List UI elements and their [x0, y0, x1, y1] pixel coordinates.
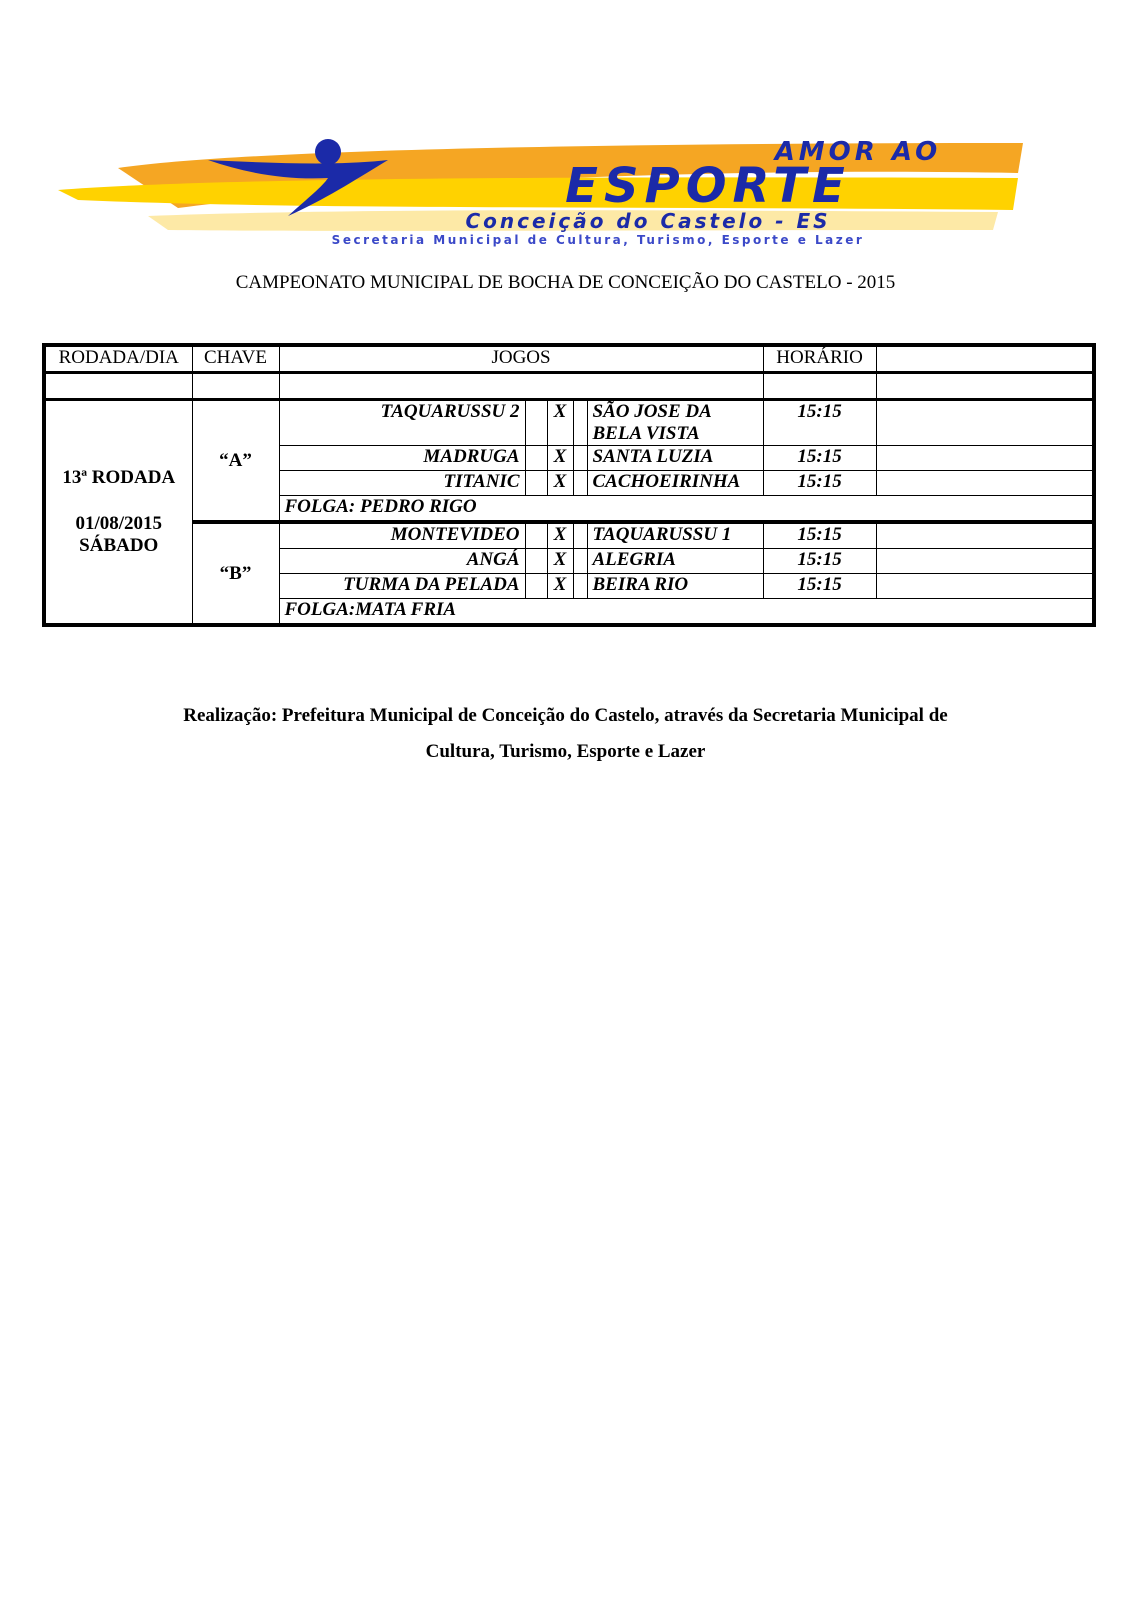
- home-team: TURMA DA PELADA: [279, 574, 525, 599]
- credits-line2: Cultura, Turismo, Esporte e Lazer: [425, 741, 706, 762]
- table-row: [44, 522, 1094, 549]
- header-group: CHAVE: [192, 345, 279, 373]
- vs-mark: X: [547, 574, 573, 599]
- home-team: ANGÁ: [279, 549, 525, 574]
- logo-line1: AMOR AO: [774, 138, 942, 167]
- home-team: MADRUGA: [279, 446, 525, 471]
- header-row: [44, 345, 1094, 373]
- credits: [0, 698, 1131, 770]
- home-team: MONTEVIDEO: [279, 522, 525, 549]
- championship-title: CAMPEONATO MUNICIPAL DE BOCHA DE CONCEIÇÃO DO CASTELO - 2015: [235, 272, 896, 293]
- amor-ao-esporte-logo: [58, 138, 1048, 250]
- match-time: 15:15: [763, 574, 876, 599]
- schedule-table: [42, 343, 1096, 627]
- header-round: RODADA/DIA: [44, 345, 192, 373]
- round-weekday: SÁBADO: [79, 535, 159, 556]
- away-team: CACHOEIRINHA: [587, 471, 763, 496]
- folga-a: FOLGA: PEDRO RIGO: [279, 496, 1094, 523]
- header-extra: [876, 345, 1094, 373]
- header-games: JOGOS: [279, 345, 763, 373]
- away-team: SÃO JOSE DA BELA VISTA: [587, 400, 763, 446]
- table-row: [44, 400, 1094, 446]
- round-cell: [44, 400, 192, 626]
- away-team: ALEGRIA: [587, 549, 763, 574]
- home-team: TITANIC: [279, 471, 525, 496]
- match-time: 15:15: [763, 400, 876, 446]
- away-team: TAQUARUSSU 1: [587, 522, 763, 549]
- credits-line1: Realização: Prefeitura Municipal de Conceição do Castelo, através da Secretaria Municipal de: [183, 705, 948, 726]
- logo-line3: Conceição do Castelo - ES: [465, 209, 831, 233]
- blank-row: [44, 373, 1094, 400]
- round-date: 01/08/2015: [75, 513, 163, 534]
- vs-mark: X: [547, 471, 573, 496]
- header-time: HORÁRIO: [763, 345, 876, 373]
- match-time: 15:15: [763, 522, 876, 549]
- logo-line4: Secretaria Municipal de Cultura, Turismo, Esporte e Lazer: [331, 233, 865, 247]
- vs-mark: X: [547, 400, 573, 446]
- away-team: BEIRA RIO: [587, 574, 763, 599]
- match-time: 15:15: [763, 446, 876, 471]
- match-time: 15:15: [763, 471, 876, 496]
- group-b-label: “B”: [192, 522, 279, 625]
- home-team: TAQUARUSSU 2: [279, 400, 525, 446]
- vs-mark: X: [547, 446, 573, 471]
- match-time: 15:15: [763, 549, 876, 574]
- round-label: 13ª RODADA: [62, 467, 176, 488]
- folga-b: FOLGA:MATA FRIA: [279, 599, 1094, 626]
- logo-line2: ESPORTE: [565, 158, 851, 214]
- vs-mark: X: [547, 522, 573, 549]
- vs-mark: X: [547, 549, 573, 574]
- away-team: SANTA LUZIA: [587, 446, 763, 471]
- group-a-label: “A”: [192, 400, 279, 523]
- logo-runner-head: [315, 139, 341, 165]
